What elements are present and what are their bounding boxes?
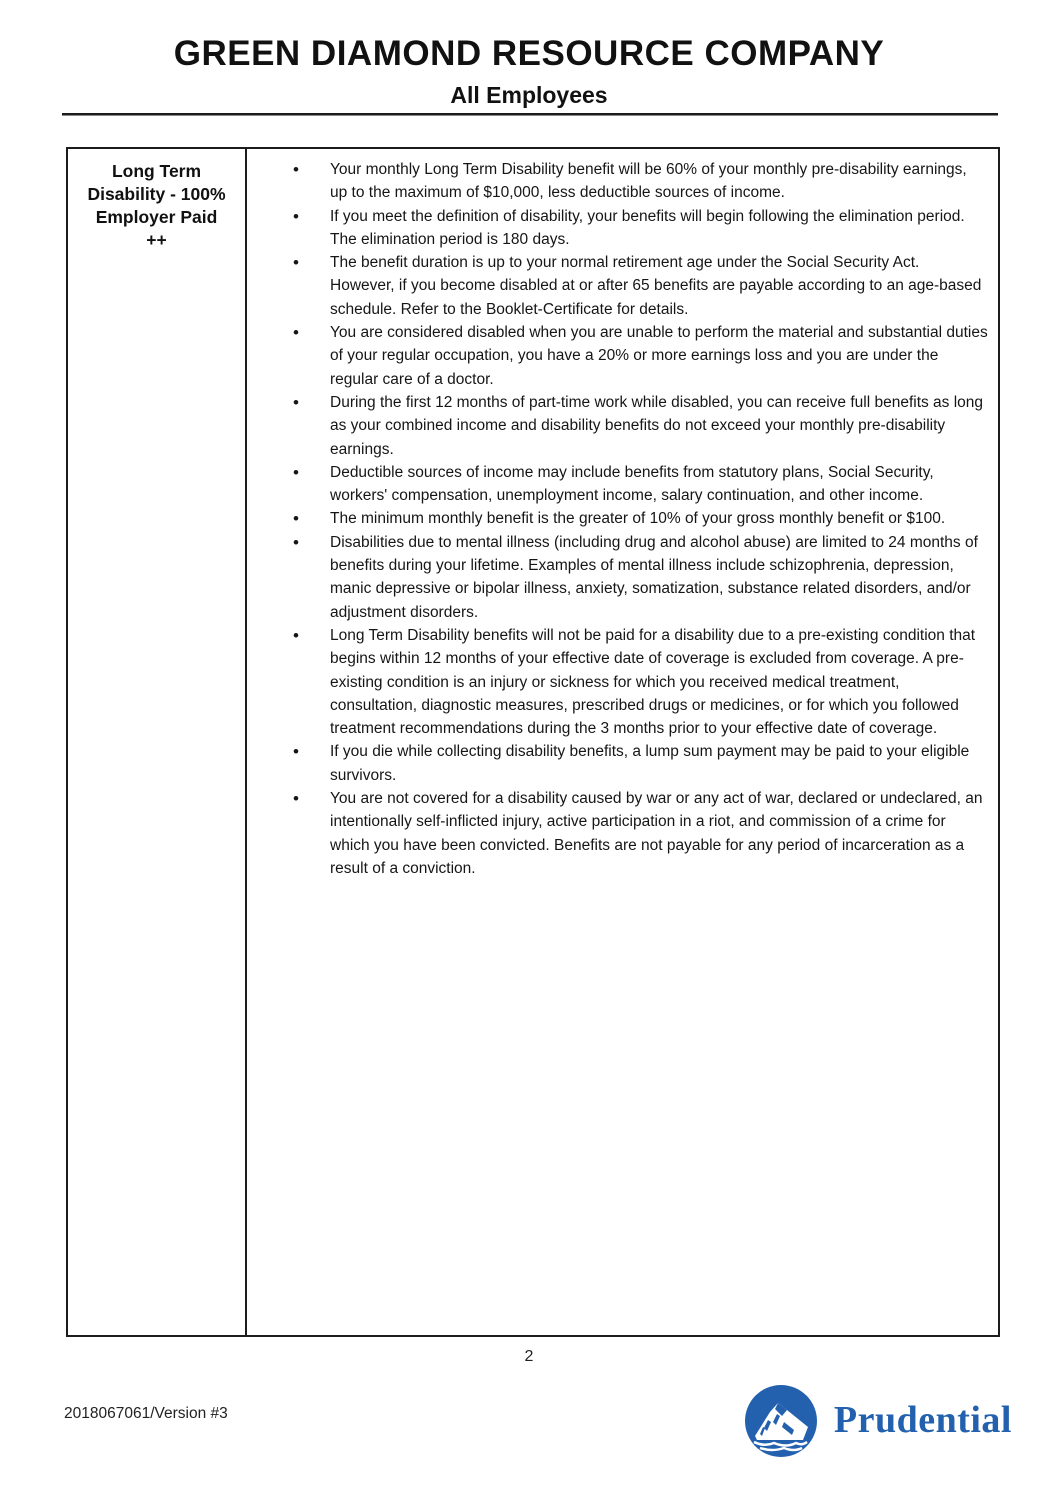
page-subtitle: All Employees: [450, 82, 608, 108]
benefit-name-cell: [68, 149, 247, 1335]
benefits-table: [66, 147, 1000, 1337]
bullet-item: • If you meet the definition of disability, your benefits will begin following the elimination period. The elimination period is 180 days.: [247, 205, 992, 252]
benefit-details-cell: [247, 149, 998, 1335]
benefit-name-line: Long Term: [111, 161, 202, 181]
bullet-item: • Disabilities due to mental illness (including drug and alcohol abuse) are limited to 24 months of benefits during your lifetime. Examples of mental illness include schizophrenia, depression, manic depressive or bipolar illness, anxiety, somatization, substance related disorders, and/or adjustment disorders.: [247, 531, 992, 624]
bullet-item: • The benefit duration is up to your normal retirement age under the Social Security Act. However, if you become disabled at or after 65 benefits are payable according to an age-based schedule. Refer to the Booklet-Certificate for details.: [247, 251, 992, 321]
bullet-item: • You are considered disabled when you are unable to perform the material and substantial duties of your regular occupation, you have a 20% or more earnings loss and you are under the regular care of a doctor.: [247, 321, 992, 391]
page-title: GREEN DIAMOND RESOURCE COMPANY: [173, 34, 885, 73]
prudential-logo: [742, 1383, 1012, 1463]
bullet-item: • If you die while collecting disability benefits, a lump sum payment may be paid to your eligible survivors.: [247, 740, 992, 787]
benefit-name-line: Employer Paid: [95, 207, 218, 227]
bullet-item: • Deductible sources of income may include benefits from statutory plans, Social Security, workers' compensation, unemployment income, salary continuation, and other income.: [247, 461, 992, 508]
bullet-item: • During the first 12 months of part-time work while disabled, you can receive full benefits as long as your combined income and disability benefits do not exceed your monthly pre-disability earnings.: [247, 391, 992, 461]
bullet-item: • You are not covered for a disability caused by war or any act of war, declared or undeclared, an intentionally self-inflicted injury, active participation in a riot, and commission of a crime for which you have been convicted. Benefits are not payable for any period of incarceration as a result of a conviction.: [247, 787, 992, 880]
document-version: 2018067061/Version #3: [64, 1405, 228, 1422]
header-divider: [62, 113, 998, 116]
benefit-name-line: Disability - 100%: [87, 184, 226, 204]
bullet-item: • Your monthly Long Term Disability benefit will be 60% of your monthly pre-disability earnings, up to the maximum of $10,000, less deductible sources of income.: [247, 158, 992, 205]
benefit-name-line: ++: [146, 230, 167, 250]
page-number: 2: [524, 1348, 534, 1365]
bullet-item: • Long Term Disability benefits will not be paid for a disability due to a pre-existing condition that begins within 12 months of your effective date of coverage is excluded from coverage. A pre-existing condition is an injury or sickness for which you received medical treatment, consultation, diagnostic measures, prescribed drugs or medicines, or for which you followed treatment recommendations during the 3 months prior to your effective date of coverage.: [247, 624, 992, 740]
prudential-wordmark: Prudential: [833, 1399, 1012, 1441]
benefit-bullet-list: [247, 158, 992, 880]
bullet-item: • The minimum monthly benefit is the greater of 10% of your gross monthly benefit or $100.: [247, 507, 992, 530]
prudential-rock-icon: [742, 1382, 820, 1465]
